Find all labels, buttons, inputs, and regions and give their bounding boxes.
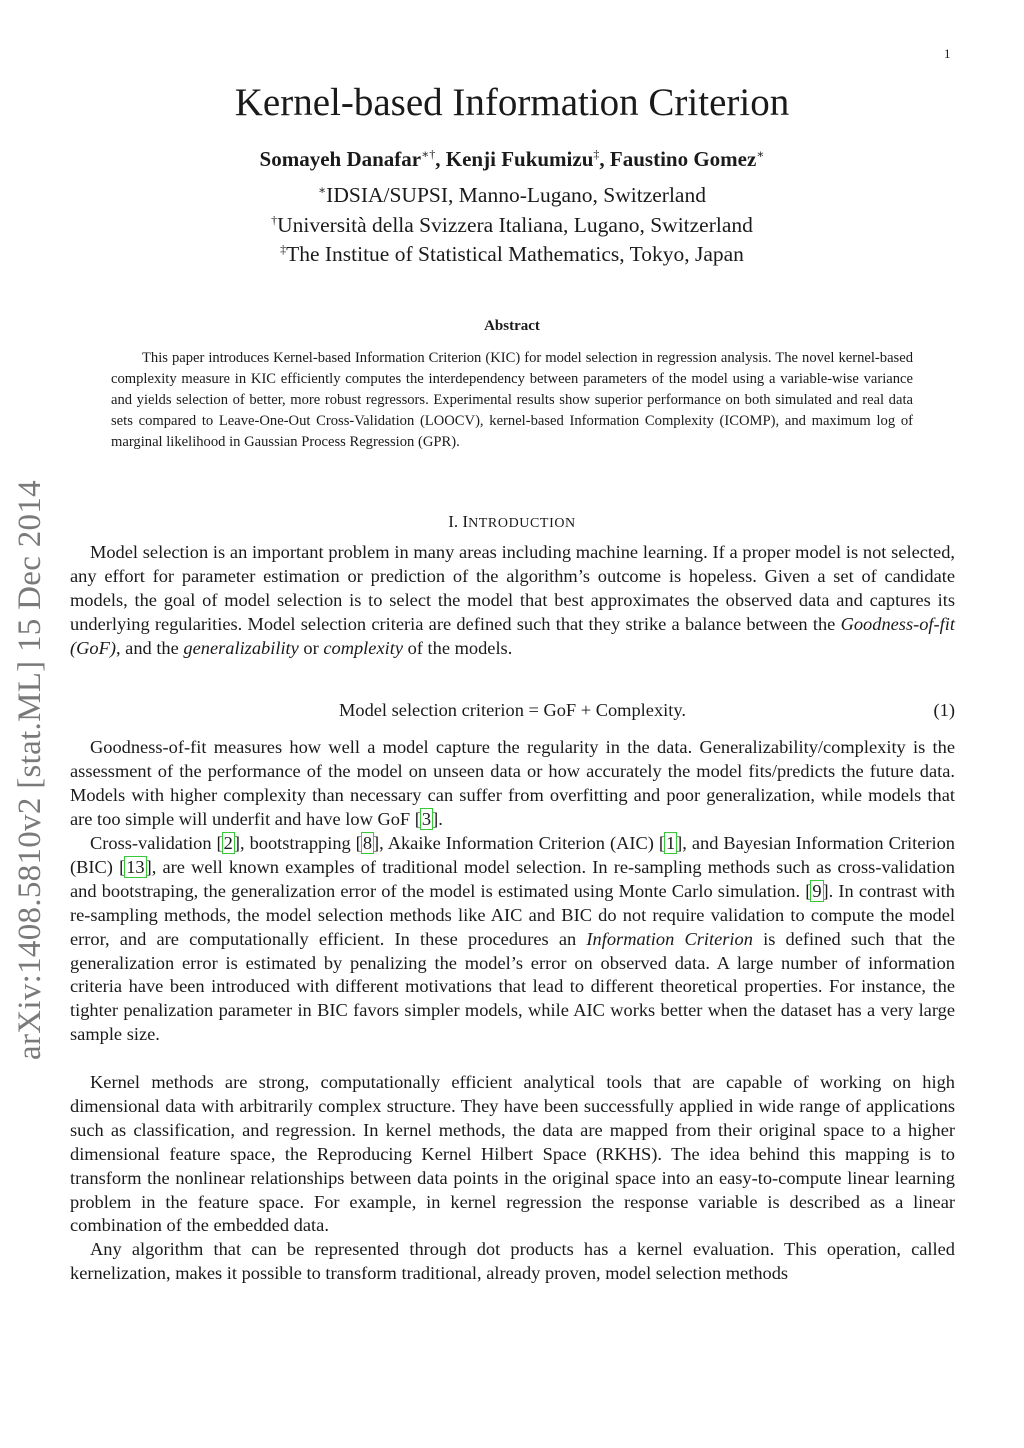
author-name: Kenji Fukumizu: [445, 147, 594, 171]
citation-link[interactable]: 2: [223, 833, 233, 853]
author-list: Somayeh Danafar∗†, Kenji Fukumizu‡, Faustino Gomez∗: [259, 147, 765, 171]
body-paragraph: Goodness-of-fit measures how well a model capture the regularity in the data. Generalizability/complexity is the assessment of the performance of the model on unseen data or how accurately the model fits/predicts the future data. Models with higher complexity than necessary can suffer from overfitting and poor generalization, while models that are too simple will underfit and have low GoF [3].: [70, 737, 955, 829]
equation-number: (1): [933, 700, 955, 720]
affiliation: ∗IDSIA/SUPSI, Manno-Lugano, Switzerland: [318, 183, 706, 208]
author-affil-mark: ∗†: [421, 147, 436, 161]
author-affil-mark: ∗: [756, 147, 765, 161]
citation-link[interactable]: 1: [665, 833, 676, 853]
author-name: Somayeh Danafar: [259, 147, 422, 171]
paper-title: Kernel-based Information Criterion: [234, 81, 790, 124]
affiliation: ‡The Institue of Statistical Mathematics, Tokyo, Japan: [280, 242, 744, 267]
equation-body: Model selection criterion = GoF + Complexity.: [339, 700, 686, 720]
citation-link[interactable]: 3: [421, 808, 432, 829]
body-paragraph: Cross-validation [2], bootstrapping [8], Akaike Information Criterion (AIC) [1], and Bayesian Information Criterion (BIC) [13], are well known examples of traditional model selection. In re-sampling methods such as cross-validation and bootstraping, the generalization error of the model is estimated using Monte Carlo simulation. [9]. In contrast with re-sampling methods, the model selection methods like AIC and BIC do not require validation to compute the model error, and are computationally efficient. In these procedures an Information Criterion is defined such that the generalization error is estimated by penalizing the model’s error on observed data. A large number of information criteria have been introduced with different motivations that lead to different theoretical properties. For instance, the tighter penalization parameter in BIC favors simpler models, while AIC works better when the dataset has a very large sample size.: [70, 833, 955, 1045]
body-paragraph: Kernel methods are strong, computationally efficient analytical tools that are capable of working on high dimensional data with arbitrarily complex structure. They have been successfully applied in wide range of applications such as classification, and regression. In kernel methods, the data are mapped from their original space to a higher dimensional feature space, the Reproducing Kernel Hilbert Space (RKHS). The idea behind this mapping is to transform the nonlinear relationships between data points in the original space into an easy-to-compute linear learning problem in the feature space. For example, in kernel regression the response variable is described as a linear combination of the embedded data.: [70, 1072, 955, 1236]
author-affil-mark: ‡: [593, 147, 600, 161]
abstract-text: This paper introduces Kernel-based Information Criterion (KIC) for model selection in regression analysis. The novel kernel-based complexity measure in KIC efficiently computes the interdependency between parameters of the model using a variable-wise variance and yields selection of better, more robust regressors. Experimental results show superior performance on both simulated and real data sets compared to Leave-One-Out Cross-Validation (LOOCV), kernel-based Information Complexity (ICOMP), and maximum log of marginal likelihood in Gaussian Process Regression (GPR).: [111, 350, 913, 450]
citation-link[interactable]: 8: [362, 833, 373, 853]
affiliation: †Università della Svizzera Italiana, Lugano, Switzerland: [271, 213, 753, 238]
citation-link[interactable]: 9: [812, 880, 822, 901]
intro-paragraph: Model selection is an important problem in many areas including machine learning. If a proper model is not selected, any effort for parameter estimation or prediction of the algorithm’s outcome is hopeless. Given a set of candidate models, the goal of model selection is to select the model that best approximates the observed data and captures its underlying regularities. Model selection criteria are defined such that they strike a balance between the Goodness-of-fit (GoF), and the generalizability or complexity of the models.: [70, 542, 955, 658]
author-name: Faustino Gomez: [609, 147, 757, 171]
section-heading: I. INTRODUCTION: [448, 512, 576, 531]
page-number: 1: [944, 46, 951, 61]
body-paragraph: Any algorithm that can be represented through dot products has a kernel evaluation. This operation, called kernelization, makes it possible to transform traditional, already proven, model selection methods: [70, 1239, 955, 1283]
abstract-heading: Abstract: [484, 318, 540, 334]
arxiv-identifier-stamp: arXiv:1408.5810v2 [stat.ML] 15 Dec 2014: [12, 480, 48, 1060]
citation-link[interactable]: 13: [126, 856, 145, 877]
